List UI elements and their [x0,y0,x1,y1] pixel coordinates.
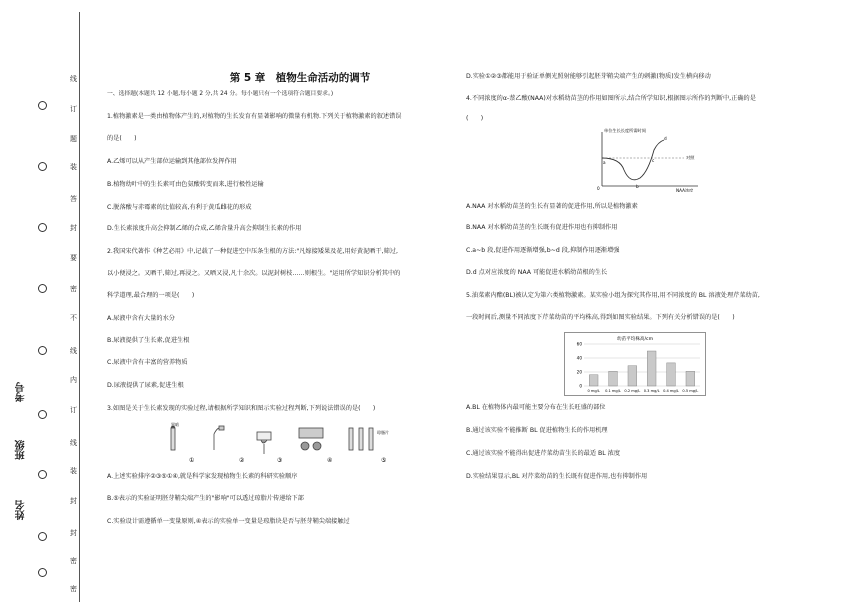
q1-stem-2: 的是( ) [107,135,137,142]
binding-line [79,12,80,602]
binding-hole-icon [38,284,47,293]
x-tick-label: 0.4 mg/L [663,389,679,393]
x-tick-label: 0.5 mg/L [682,389,699,393]
gutter-mark: 封 [70,529,77,537]
x-tick-label: 0 mg/L [587,389,600,393]
bar [628,366,637,386]
q5-bar-chart [564,332,706,396]
q1-option-d: D.生长素浓度升高会抑制乙烯的合成,乙烯含量升高会抑制生长素的作用 [107,225,302,232]
gutter-mark: 订 [70,406,77,414]
q5-stem: 5.油菜素内酯(BL)被认定为第六类植物激素。某实验小组为探究其作用,用不同浓度的 BL 溶液处理芹菜幼苗, [466,292,760,299]
q4-option-d: D.d 点对应浓度的 NAA 可能促进水稻幼苗根的生长 [466,269,608,276]
binding-hole-icon [38,223,47,232]
q2-option-d: D.尿液提供了尿素,促进生根 [107,382,184,389]
q1-stem: 1.植物激素是一类由植物体产生的,对植物的生长发育有显著影响的微量有机物.下列关于植物激素的叙述错误 [107,113,402,120]
binding-gutter [0,0,80,608]
section-heading: 一、选择题(本题共 12 小题,每小题 2 分,共 24 分。每小题只有一个选项符合题目要求。) [107,91,334,97]
q3-option-c: C.实验设计需遵循单一变量原则,④表示的实验单一变量是琼脂块是否与胚芽鞘尖端接触过 [107,518,350,525]
y-tick-label: 60 [576,341,582,347]
x-tick-label: 0.2 mg/L [624,389,641,393]
q5-option-a: A.BL 在植物体内最可能主要分布在生长旺盛的部位 [466,404,606,411]
name-field: 姓名 [16,500,27,520]
binding-hole-icon [38,568,47,577]
y-tick-label: 0 [579,383,582,389]
q4-point-d: d [664,136,667,141]
gutter-mark: 线 [70,347,77,355]
q4-ylabel: 单位生长长度所需时间 [604,128,646,133]
gutter-mark: 密 [70,285,77,293]
q3-option-b: B.⑤表示的实验证明胚芽鞘尖端产生的"影响"可以透过琼脂片传递给下部 [107,495,304,502]
q4-xlabel: NAA浓度 [676,188,694,192]
binding-hole-icon [38,162,47,171]
q1-option-c: C.脱落酸与赤霉素的比值较高,有利于黄瓜雌花的形成 [107,204,252,211]
gutter-mark: 密 [70,557,77,565]
bar [686,371,695,386]
y-tick-label: 40 [576,355,582,361]
bar [609,371,618,386]
gutter-mark: 题 [70,135,77,143]
binding-hole-icon [38,346,47,355]
exam-number-field: 考号 [16,382,27,402]
q4-figure [594,128,704,192]
q2-option-a: A.尿液中含有大量的水分 [107,315,175,322]
gutter-mark: 密 [70,585,77,593]
q4-point-c: c [652,158,655,163]
binding-hole-icon [38,532,47,541]
binding-hole-icon [38,470,47,479]
q5-option-c: C.通过该实验不能得出促进芹菜幼苗生长的最适 BL 浓度 [466,450,621,457]
x-tick-label: 0.3 mg/L [643,389,660,393]
gutter-mark: 装 [70,467,77,475]
fig-label-1: ① [189,457,195,464]
chart-title: 幼苗平均株高/cm [616,337,654,342]
q3-stem: 3.如图是关于生长素发现的实验过程,请根据所学知识和图示实验过程判断,下列说法错误的是( ) [107,405,376,412]
class-field: 班级 [16,440,27,460]
q2-option-c: C.尿液中含有丰富的营养物质 [107,359,188,366]
gutter-mark: 封 [70,224,77,232]
q5-stem-2: 一段时间后,测量不同浓度下芹菜幼苗的平均株高,得到如图实验结果。下列有关分析错误的是( ) [466,314,735,321]
binding-hole-icon [38,410,47,419]
q1-option-a: A.乙烯可以从产生部位运输到其他部位发挥作用 [107,158,237,165]
fig-label-4: ④ [327,457,333,464]
gutter-mark: 答 [70,195,77,203]
q4-option-b: B.NAA 对水稻幼苗茎的生长既有促进作用也有抑制作用 [466,224,618,231]
q4-option-c: C.a~b 段,促进作用逐渐增强,b~d 段,抑制作用逐渐增强 [466,247,620,254]
q4-stem-2: ( ) [466,115,484,122]
q4-option-a: A.NAA 对水稻幼苗茎的生长有显著的促进作用,所以是植物激素 [466,203,638,210]
q4-point-b: b [636,184,639,189]
q4-point-a: a [603,160,606,165]
bar [647,351,656,386]
fig-label-2: ② [239,457,245,464]
q3-figure [159,420,399,464]
gutter-mark: 订 [70,105,77,113]
agar-label: 琼脂片 [377,430,389,435]
gutter-mark: 线 [70,439,77,447]
gutter-mark: 内 [70,376,77,384]
q3-option-d: D.实验①②③都能用于验证单侧光照射能够引起胚芽鞘尖端产生的刺激(物质)发生横向移动 [466,73,711,80]
binding-hole-icon [38,101,47,110]
dark-label: 黑暗 [171,422,179,427]
bar [667,363,676,386]
bar [589,375,598,386]
q4-origin: 0 [597,186,600,191]
q2-stem: 2.我国宋代著作《种艺必用》中,记载了一种促进空中压条生根的方法:"凡嫁接矮果及花,用好黄泥晒干,筛过, [107,248,398,255]
q5-option-b: B.通过该实验不能推断 BL 促进植物生长的作用机理 [466,427,608,434]
gutter-mark: 不 [70,314,77,322]
q2-stem-2: 以小便浸之。又晒干,筛过,再浸之。又晒又浸,凡十余次。以泥封树枝……则根生。"运用所学知识分析其中的 [107,270,401,277]
chapter-title: 第 5 章 植物生命活动的调节 [229,72,371,84]
gutter-mark: 装 [70,163,77,171]
gutter-mark: 封 [70,497,77,505]
q1-option-b: B.植物幼叶中的生长素可由色氨酸转变而来,进行极性运输 [107,181,264,188]
x-tick-label: 0.1 mg/L [605,389,621,393]
gutter-mark: 线 [70,75,77,83]
q4-stem: 4.不同浓度的α-萘乙酸(NAA)对水稻幼苗茎的作用如图所示,结合所学知识,根据图示所作的判断中,正确的是 [466,95,756,102]
fig-label-3: ③ [277,457,283,464]
q3-option-a: A.上述实验排序②③⑤①④,就是科学家发现植物生长素的科研实验顺序 [107,473,298,480]
fig-label-5: ⑤ [381,457,387,464]
gutter-mark: 要 [70,254,77,262]
q5-option-d: D.实验结果显示,BL 对芹菜幼苗的生长既有促进作用,也有抑制作用 [466,473,648,480]
q4-ref: 对照 [686,155,695,160]
q2-option-b: B.尿液提供了生长素,促进生根 [107,337,190,344]
y-tick-label: 20 [576,369,582,375]
q2-stem-3: 科学道理,最合理的一项是( ) [107,292,195,299]
